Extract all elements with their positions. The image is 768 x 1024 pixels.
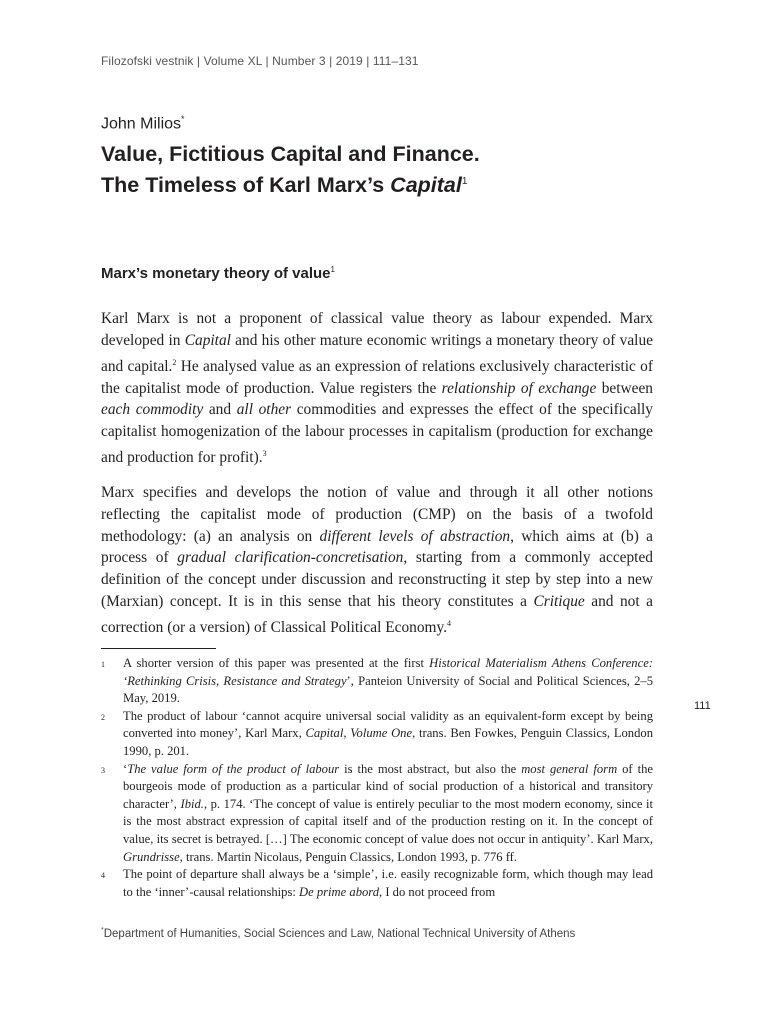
author-name [101,114,185,133]
author-name-text: John Milios [101,115,182,133]
footnote-1: 1 A shorter version of this paper was presented at the first Historical Materialism Athens Conference: ‘Rethinking Crisis, Resistance and Strategy’, Panteion University of Social and Political Sciences, 2–5 May, 2019. [101,656,653,706]
footnotes [101,655,653,901]
section-heading-text: Marx’s monetary theory of value [101,265,331,282]
footnote-divider [101,648,216,649]
author-affiliation [101,927,575,940]
footnote-3: 3 ‘The value form of the product of labour is the most abstract, but also the most general form of the bourgeois mode of production as a particular kind of social production of a historical and transitory character’, Ibid., p. 174. ‘The concept of value is entirely peculiar to the most modern economy, since it is the most abstract expression of capital itself and of the production resting on it. In the concept of value, its secret is betrayed. […] The economic concept of value does not occur in antiquity’. Karl Marx, Grundrisse, trans. Martin Nicolaus, Penguin Classics, London 1993, p. 776 ff. [101,761,653,864]
footnote-ref-2[interactable]: 2 [172,357,177,367]
page-number: 111 [694,700,711,712]
footnote-number: 1 [101,660,105,669]
footnote-4: 4 The point of departure shall always be a ‘simple’, i.e. easily recognizable form, which though may lead to the ‘inner’-causal relationships: De prime abord, I do not proceed from [101,867,653,899]
title-line-2-text: The Timeless of Karl Marx’s [101,173,391,198]
article-title [101,141,661,199]
title-italic-capital: Capital [390,173,462,198]
section-heading [101,265,335,282]
body-paragraph-1: Karl Marx is not a proponent of classical value theory as labour expended. Marx developed in Capital and his other mature economic writings a monetary theory of value and capital.$^2$ He analysed value as an expression of relations exclusively characteristic of the capitalist mode of production. Value registers the relationship of exchange between each commodity and all other commodities and expresses the effect of the specifically capitalist homogenization of the labour processes in capitalism (production for exchange and production for profit).$^3$ [101,310,654,467]
title-line-2 [101,168,661,199]
title-line-1: Value, Fictitious Capital and Finance. [101,142,480,166]
footnote-2: 2 The product of labour ‘cannot acquire universal social validity as an equivalent-form except by being converted into money’, Karl Marx, Capital, Volume One, trans. Ben Fowkes, Penguin Classics, London 1990, p. 201. [101,708,653,758]
affiliation-text: Department of Humanities, Social Sciences and Law, National Technical University of Athens [103,927,576,940]
author-footnote-mark: * [181,114,185,124]
footnote-number: 3 [101,765,105,775]
body-paragraph-2: Marx specifies and develops the notion of value and through it all other notions reflecting the capitalist mode of production (CMP) on the basis of a twofold methodology: (a) an analysis on different levels of abstraction, which aims at (b) a process of gradual clarification-concretisation, starting from a commonly accepted definition of the concept under discussion and reconstructing it step by step into a new (Marxian) concept. It is in this sense that his theory constitutes a Critique and not a correction (or a version) of Classical Political Economy.$^4$ [101,484,653,636]
footnote-ref-3[interactable]: 3 [262,448,267,458]
title-footnote-ref: 1 [461,176,468,187]
footnote-number: 4 [101,871,105,881]
affiliation-mark: * [101,927,104,934]
footnote-ref-4[interactable]: 4 [447,618,452,628]
section-footnote-ref: 1 [330,265,335,274]
footnote-number: 2 [101,712,105,722]
journal-header: Filozofski vestnik | Volume XL | Number 3 | 2019 | 111–131 [101,54,419,68]
